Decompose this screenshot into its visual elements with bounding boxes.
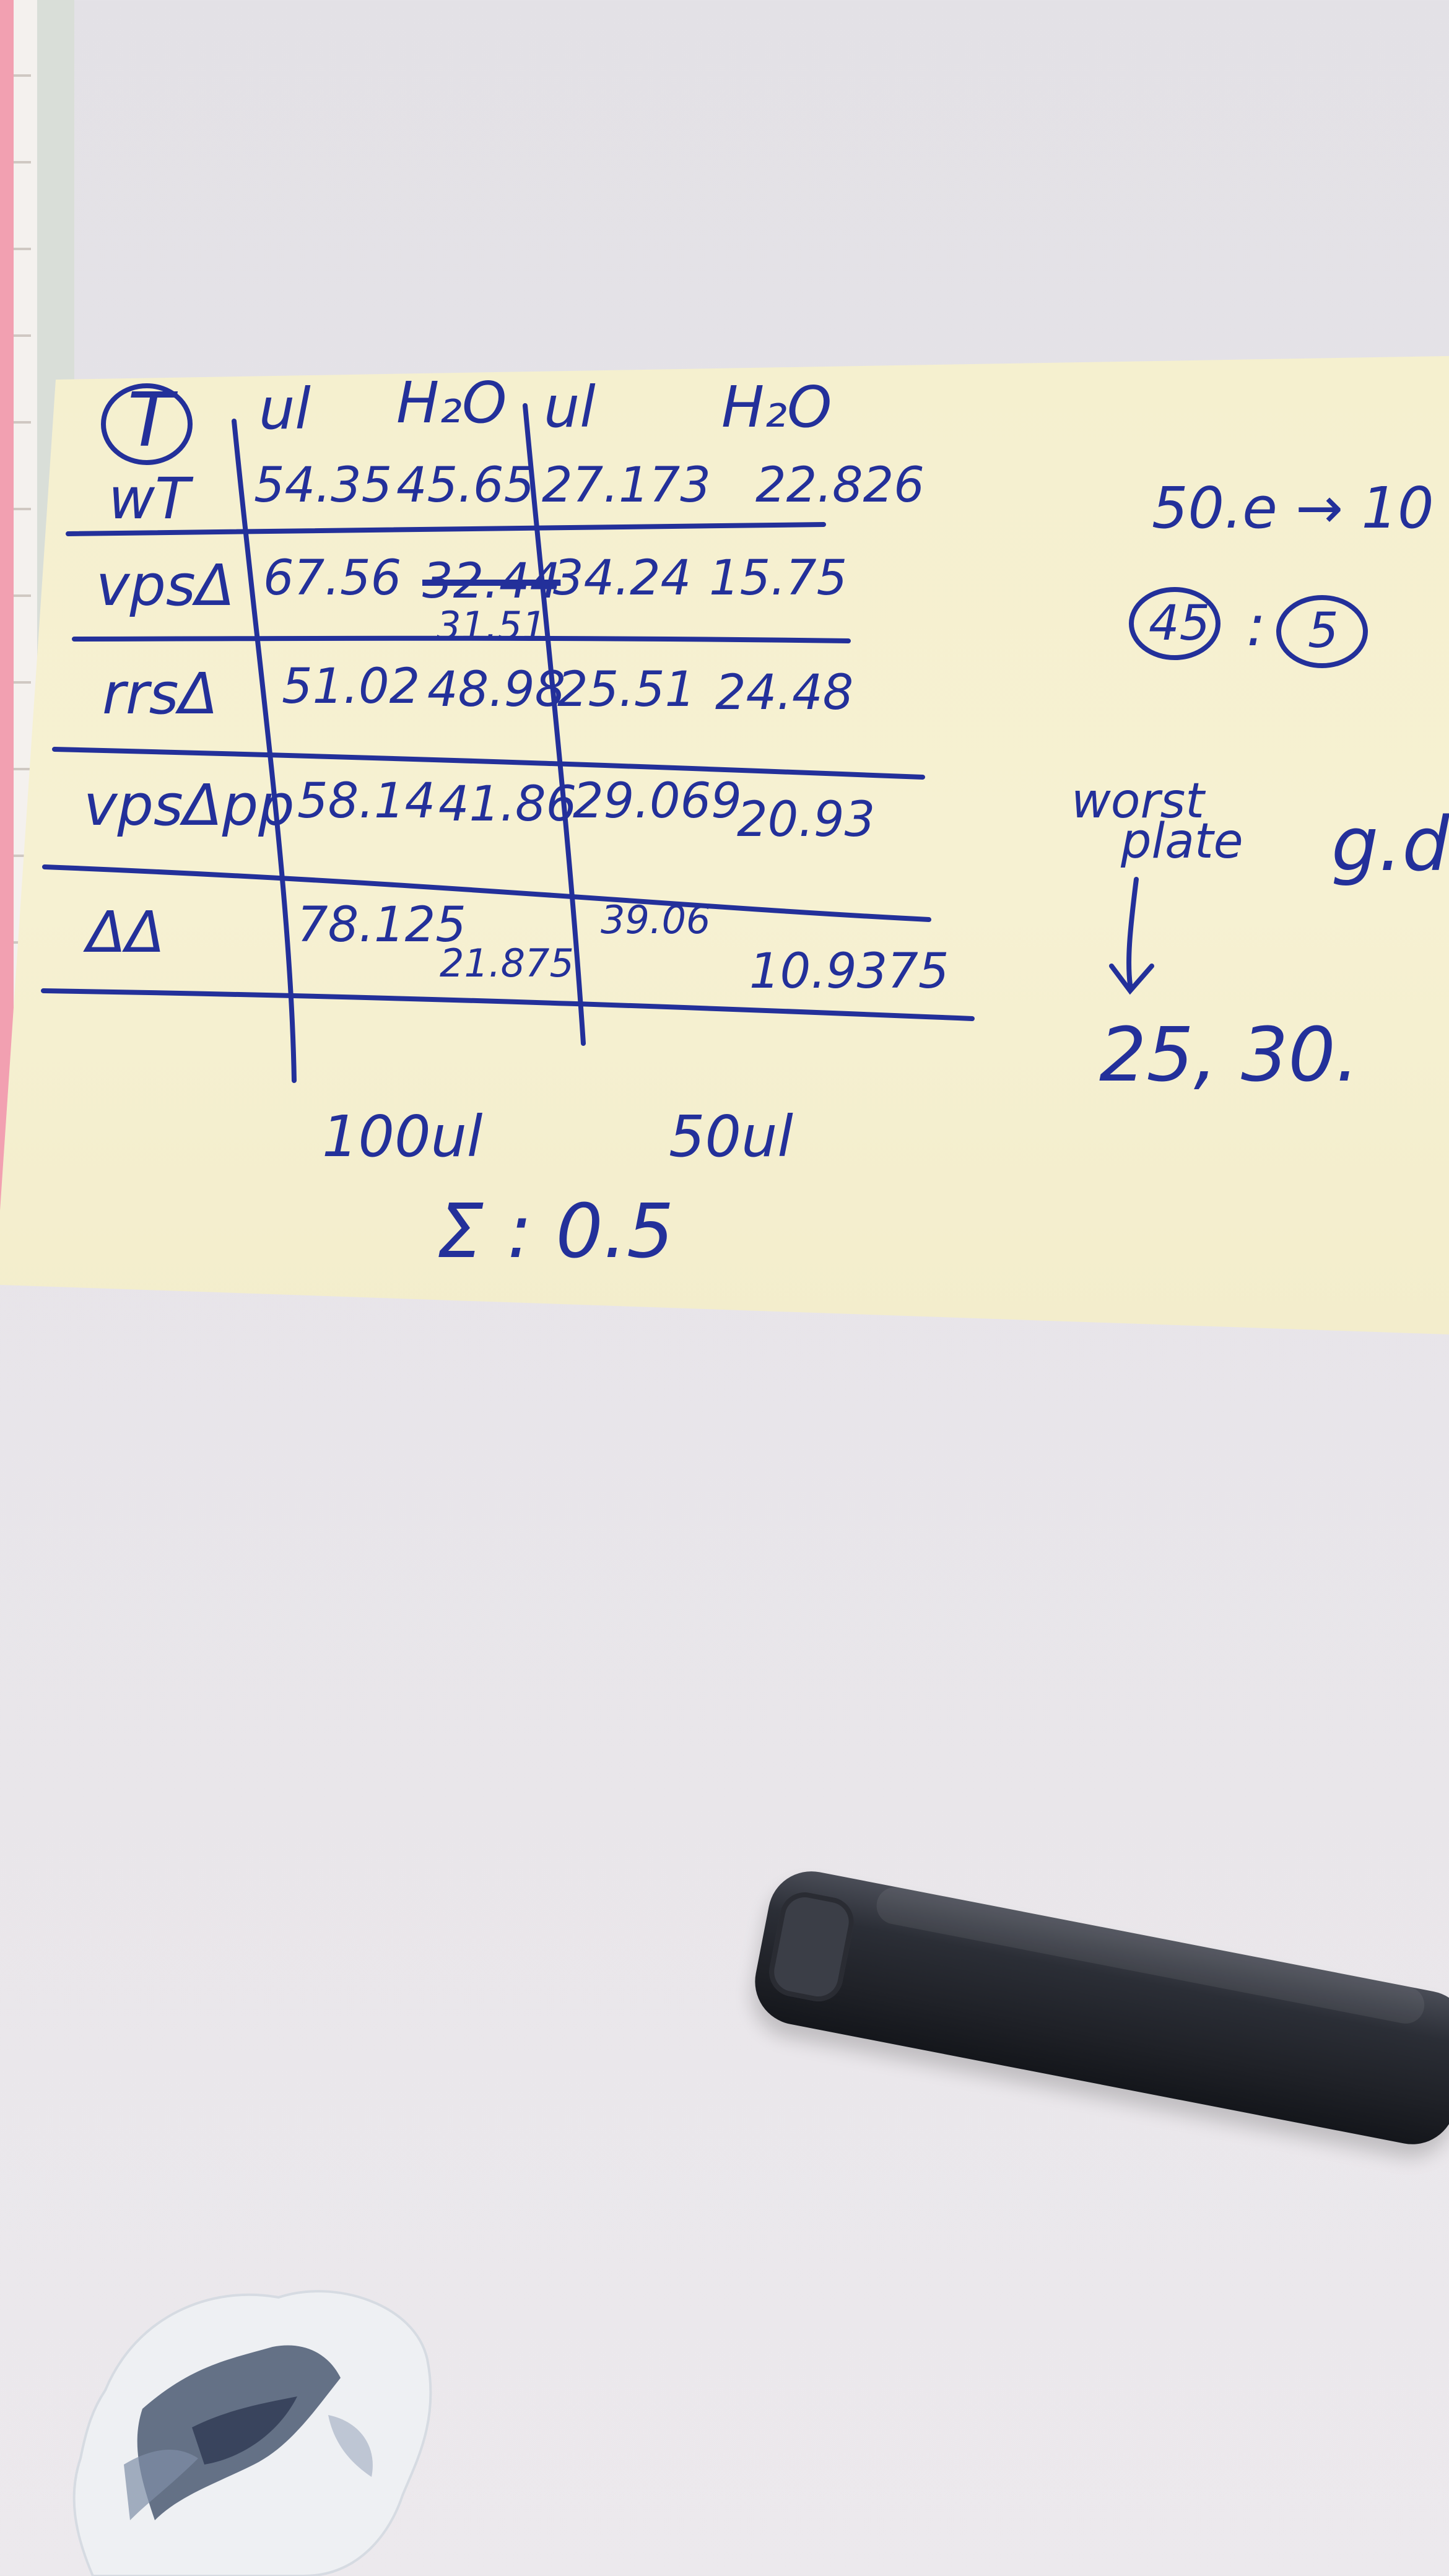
row4-col1: 58.14 [297,773,436,829]
footer-50ul: 50ul [669,1103,793,1170]
pen-highlight [873,1884,1427,2027]
pen-clip [765,1888,858,2006]
header-ul-1: ul [259,376,311,442]
row1-col4: 22.826 [755,458,925,513]
ruler-tick [14,248,31,250]
ruler-tick [14,74,31,77]
header-h2o-2: H₂O [721,374,832,440]
row3-col4: 24.48 [715,665,854,721]
row4-col3: 29.069 [573,773,742,829]
row5-col2: 21.875 [440,941,574,986]
row4-col2: 41.86 [438,777,577,832]
row5-col1: 78.125 [297,897,466,953]
footer-100ul: 100ul [322,1103,483,1170]
row1-col1: 54.35 [254,458,393,513]
row1-col2: 45.65 [396,458,535,513]
marker-pen [747,1864,1449,2152]
row3-col1: 51.02 [282,659,420,715]
ruler-tick [14,681,31,684]
row4-col4: 20.93 [737,792,876,848]
header-ul-2: ul [544,374,596,440]
row-label-vps: vpsΔ [96,552,235,619]
ruler-tick [14,161,31,163]
row2-col1: 67.56 [263,550,402,606]
side-bottom-numbers: 25, 30. [1099,1012,1359,1099]
ruler-tick [14,421,31,424]
row2-col2: 31.51 [437,603,547,648]
row-label-vpsdpp: vpsΔpp [84,772,295,838]
ruler-tick [14,334,31,337]
row5-col4: 10.9375 [749,944,949,999]
ruler-tick [14,508,31,510]
header-h2o-1: H₂O [396,370,507,436]
side-word-worst: worst [1071,773,1204,829]
row3-col3: 25.51 [557,662,696,718]
ruler-tick [14,594,31,597]
row3-col2: 48.98 [427,662,566,718]
side-word-plate: plate [1121,814,1243,869]
circle-5-label: 5 [1308,603,1339,659]
side-gd: g.d [1331,802,1449,888]
row-label-rrs: rrsΔ [102,661,218,727]
row-label-dd: ΔΔ [87,899,165,965]
crumpled-tissue [68,2260,440,2576]
row2-col3: 34.24 [553,550,692,606]
row-label-wt: wT [108,466,190,532]
row1-col3: 27.173 [542,458,711,513]
side-top-note: 50.e → 10 [1152,475,1434,541]
sum-label: Σ : 0.5 [437,1189,674,1275]
row2-col4: 15.75 [709,550,848,606]
circle-45-label: 45 [1149,596,1211,651]
row5-col3: 39.06 [601,897,711,942]
ruler-tick [14,768,31,770]
ratio-separator: : [1247,593,1266,659]
row2-col2-crossed: 32.44 [422,554,561,609]
circle-t-label: T [128,378,173,464]
